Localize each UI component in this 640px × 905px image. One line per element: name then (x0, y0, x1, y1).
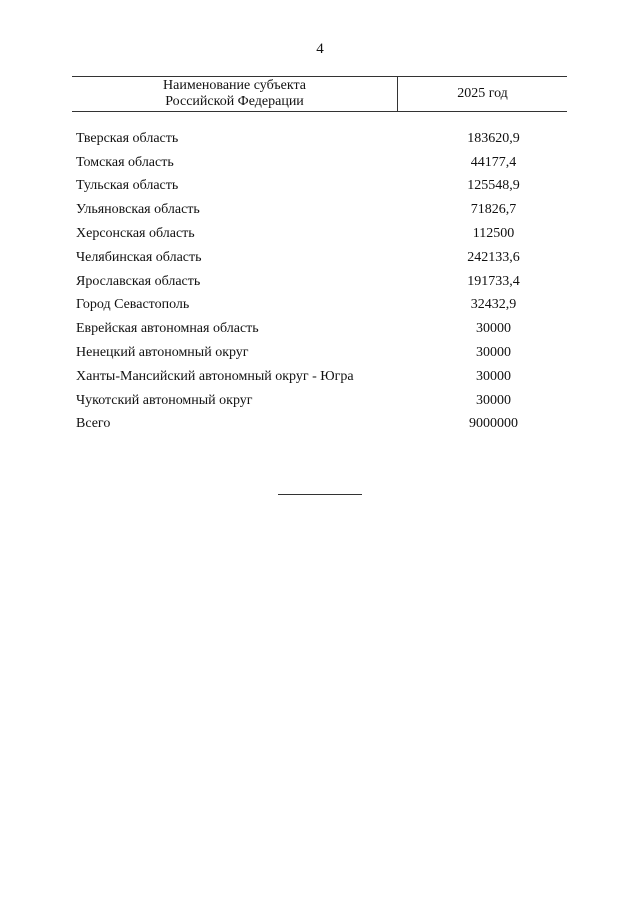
region-value: 30000 (476, 368, 511, 384)
table-row (76, 365, 567, 389)
region-value: 112500 (472, 226, 515, 242)
region-value: 183620,9 (467, 130, 520, 146)
region-name: Тверская область (76, 130, 179, 146)
region-value: 30000 (476, 345, 511, 361)
region-name: Ханты-Мансийский автономный округ - Югра (76, 368, 354, 384)
table-row (76, 175, 567, 199)
page-number: 4 (316, 41, 324, 57)
table-row (76, 389, 567, 413)
region-value: 242133,6 (467, 249, 520, 265)
table-row (76, 270, 567, 294)
region-value: 30000 (476, 321, 511, 337)
total-value: 9000000 (469, 416, 518, 432)
region-value: 71826,7 (470, 202, 517, 218)
region-value: 32432,9 (470, 297, 517, 313)
region-name: Еврейская автономная область (76, 321, 259, 337)
table-row (76, 151, 567, 175)
region-name: Томская область (76, 154, 174, 170)
region-name: Херсонская область (76, 226, 195, 242)
table-row (76, 341, 567, 365)
table-header (72, 76, 567, 112)
region-name: Челябинская область (76, 249, 202, 265)
region-name: Тульская область (76, 178, 179, 194)
region-value: 44177,4 (470, 154, 517, 170)
table-row (76, 294, 567, 318)
table-body (76, 127, 567, 436)
region-value: 30000 (476, 392, 511, 408)
region-value: 125548,9 (467, 178, 520, 194)
end-of-document-divider (278, 494, 362, 495)
total-label: Всего (76, 416, 111, 432)
table-row (76, 198, 567, 222)
table-row (76, 317, 567, 341)
region-name: Ярославская область (76, 273, 201, 289)
region-name: Ненецкий автономный округ (76, 345, 249, 361)
table-row (76, 127, 567, 151)
total-row (76, 413, 567, 437)
region-name: Чукотский автономный округ (76, 392, 253, 408)
header-year-column: 2025 год (457, 86, 508, 101)
region-name: Город Севастополь (76, 297, 190, 313)
table-row (76, 246, 567, 270)
region-value: 191733,4 (467, 273, 520, 289)
header-subject-line2: Российской Федерации (165, 94, 304, 109)
header-subject-column (72, 77, 398, 111)
region-name: Ульяновская область (76, 202, 200, 218)
table-row (76, 222, 567, 246)
header-subject-line1: Наименование субъекта (163, 78, 306, 93)
